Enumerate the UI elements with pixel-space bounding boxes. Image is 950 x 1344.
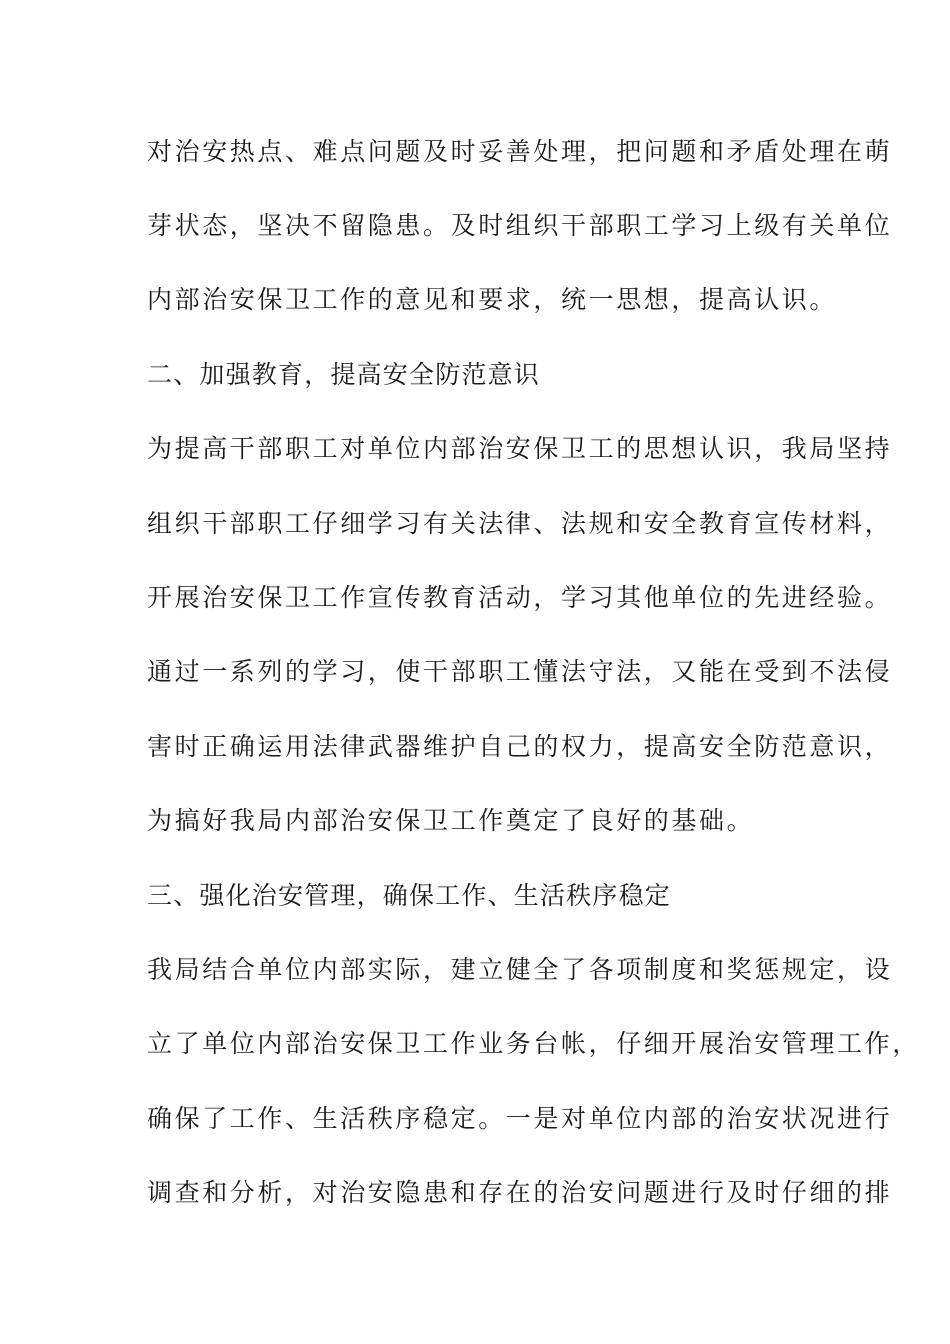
paragraph-line-7: 开展治安保卫工作宣传教育活动，学习其他单位的先进经验。 (147, 583, 893, 612)
paragraph-line-2: 芽状态，坚决不留隐患。及时组织干部职工学习上级有关单位 (147, 211, 893, 240)
paragraph-line-3: 内部治安保卫工作的意见和要求，统一思想，提高认识。 (147, 285, 838, 314)
paragraph-line-1: 对治安热点、难点问题及时妥善处理，把问题和矛盾处理在萌 (147, 137, 893, 166)
paragraph-line-8: 通过一系列的学习，使干部职工懂法守法，又能在受到不法侵 (147, 657, 893, 686)
paragraph-line-15: 调查和分析，对治安隐患和存在的治安问题进行及时仔细的排 (147, 1178, 893, 1207)
paragraph-line-14: 确保了工作、生活秩序稳定。一是对单位内部的治安状况进行 (147, 1104, 893, 1133)
paragraph-line-9: 害时正确运用法律武器维护自己的权力，提高安全防范意识， (147, 732, 893, 761)
paragraph-line-5: 为提高干部职工对单位内部治安保卫工的思想认识，我局坚持 (147, 434, 893, 463)
paragraph-line-12: 我局结合单位内部实际，建立健全了各项制度和奖惩规定，设 (147, 955, 893, 984)
paragraph-line-13: 立了单位内部治安保卫工作业务台帐，仔细开展治安管理工作， (147, 1029, 920, 1058)
paragraph-line-10: 为搞好我局内部治安保卫工作奠定了良好的基础。 (147, 806, 755, 835)
section-heading-2: 二、加强教育，提高安全防范意识 (147, 360, 541, 389)
paragraph-line-6: 组织干部职工仔细学习有关法律、法规和安全教育宣传材料， (147, 509, 893, 538)
section-heading-3: 三、强化治安管理，确保工作、生活秩序稳定 (147, 881, 672, 910)
